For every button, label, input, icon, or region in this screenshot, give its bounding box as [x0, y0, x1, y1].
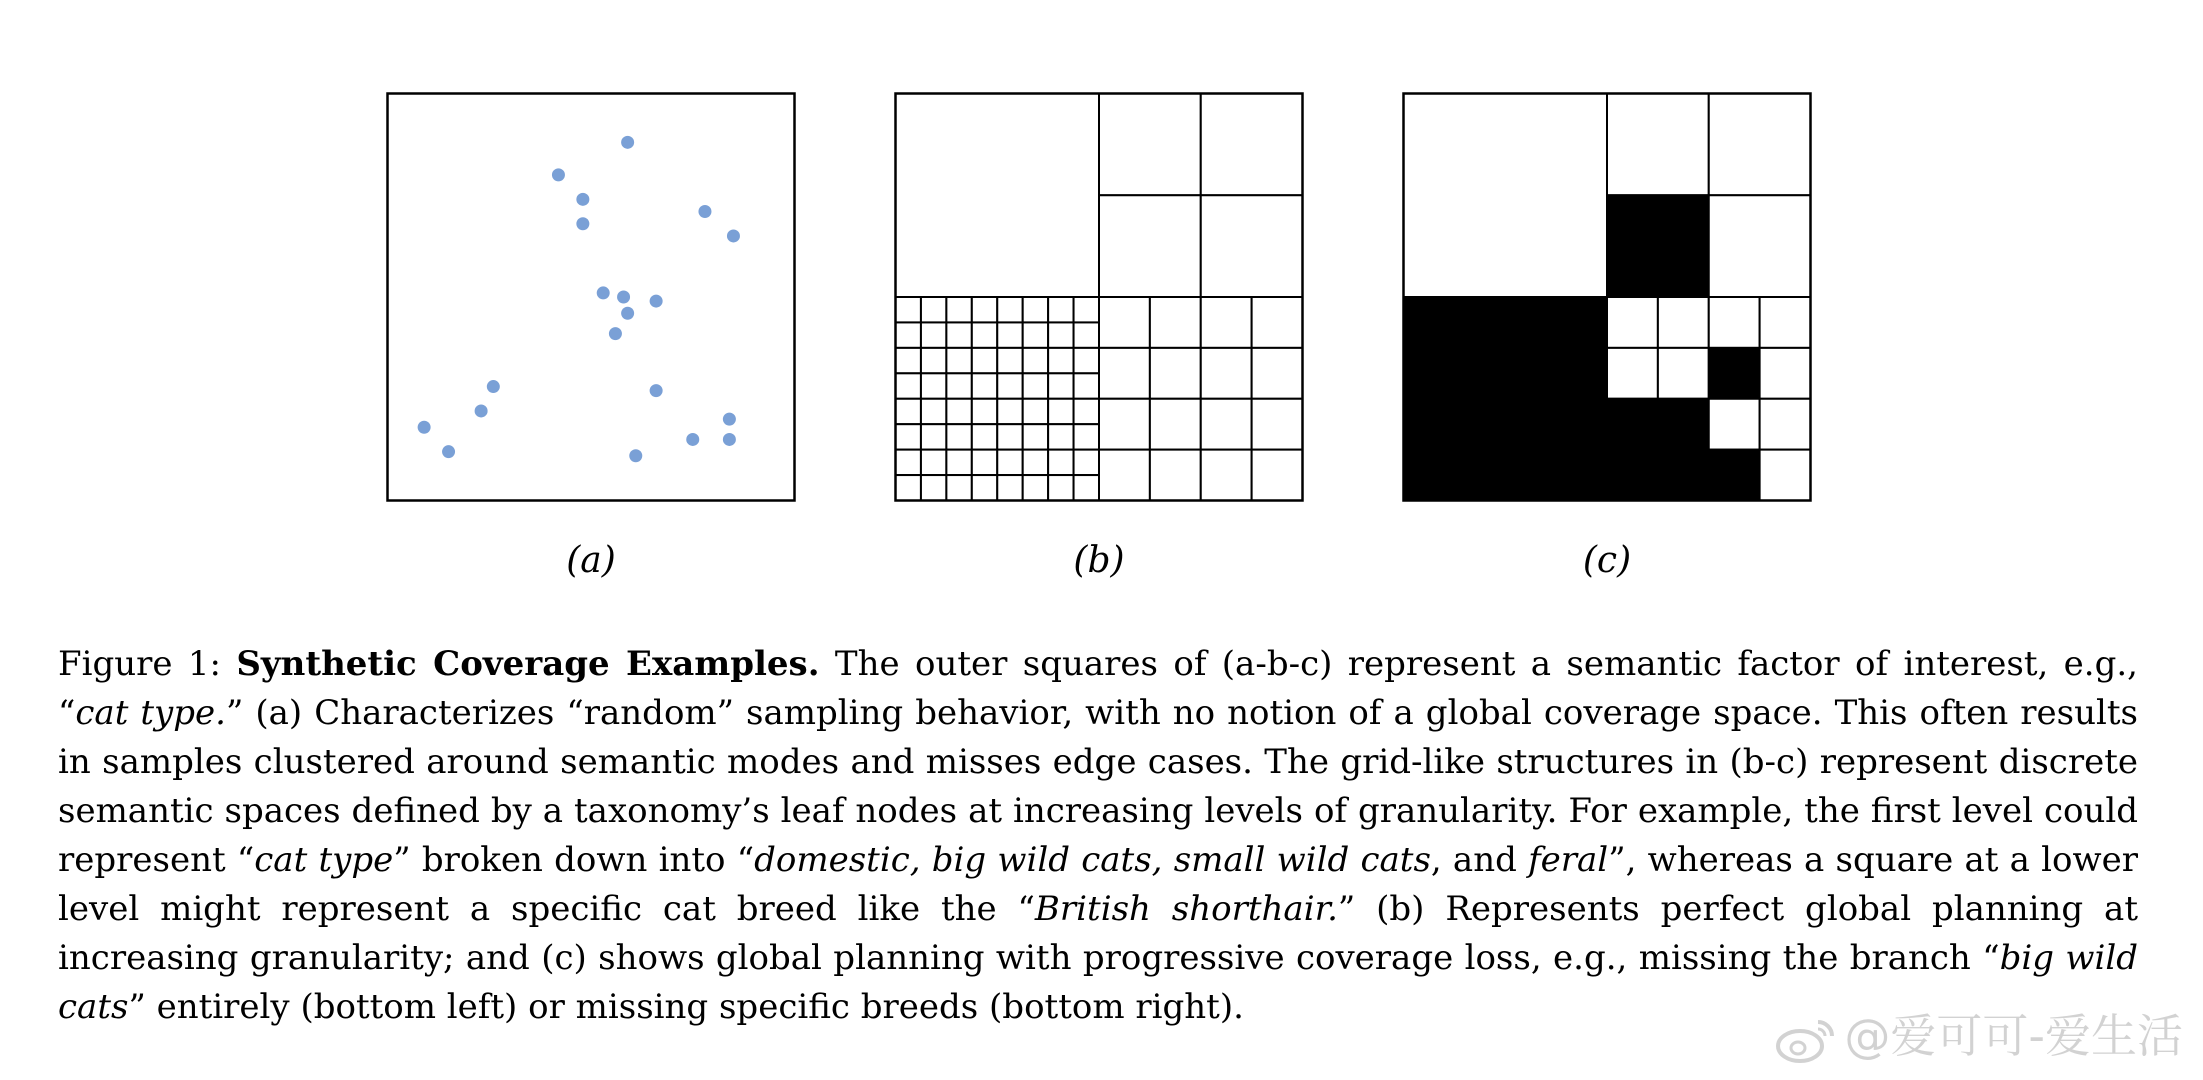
- subfigure-label-b: (b): [1073, 540, 1125, 581]
- level4-cell: [946, 450, 971, 475]
- level4-cell: [896, 373, 921, 398]
- level2-cell: [1201, 195, 1303, 297]
- caption-italic-term: British shorthair.: [1034, 889, 1338, 929]
- level3-cell: [1150, 348, 1201, 399]
- level4-cell: [896, 450, 921, 475]
- level3-cell: [1099, 297, 1150, 348]
- level4-cell: [972, 322, 997, 347]
- level4-cell: [972, 297, 997, 322]
- sample-point: [442, 445, 455, 458]
- level3-cell: [1607, 348, 1658, 399]
- sample-point: [723, 433, 736, 446]
- level2-cell: [1607, 94, 1709, 196]
- level4-cell: [997, 424, 1022, 449]
- subfigure-label-a: (a): [566, 540, 616, 581]
- level2-cell: [1709, 94, 1811, 196]
- level3-cell: [1099, 348, 1150, 399]
- level3-cell: [1607, 297, 1658, 348]
- caption-italic-term: cat type.: [75, 693, 226, 733]
- subfigure-label-c: (c): [1582, 540, 1632, 581]
- caption-text: ” (b) Represents perfect global planning at increasing granularity; and (c) shows global planning with progressive coverage loss, e.g., missing the branch “: [58, 889, 2138, 978]
- level4-cell: [972, 450, 997, 475]
- caption-italic-term: feral: [1528, 840, 1609, 880]
- caption-title: Synthetic Coverage Examples.: [236, 644, 820, 684]
- caption-text: ” (a) Characterizes “random” sampling behavior, with no notion of a global coverage space. This often results in samples clustered around semantic modes and misses edge cases. The grid-like structures in (b-c) represent discrete semantic spaces defined by a taxonomy’s leaf nodes at increasing levels of granularity. For example, the first level could represent “: [58, 693, 2138, 880]
- level4-cell: [997, 297, 1022, 322]
- sample-point: [629, 449, 642, 462]
- perfect-planning-grid: [894, 92, 1304, 502]
- level4-cell: [921, 373, 946, 398]
- sample-point: [723, 413, 736, 426]
- level3-cell: [1099, 450, 1150, 501]
- sample-point: [475, 404, 488, 417]
- level3-cell: [1150, 450, 1201, 501]
- level3-cell: [1658, 297, 1709, 348]
- panel-c-coverage-loss: [1402, 92, 1812, 502]
- sample-point: [597, 286, 610, 299]
- watermark: [1774, 1000, 2183, 1066]
- level4-cell: [921, 348, 946, 373]
- level3-cell: [1607, 450, 1658, 501]
- weibo-logo-icon: [1774, 1016, 1836, 1064]
- level4-cell: [1023, 424, 1048, 449]
- level3-cell: [1709, 297, 1760, 348]
- level4-cell: [921, 424, 946, 449]
- figure-caption: [58, 640, 2138, 1032]
- level4-cell: [1074, 399, 1099, 424]
- level4-cell: [921, 450, 946, 475]
- level4-cell: [1023, 373, 1048, 398]
- level3-cell: [1252, 399, 1303, 450]
- caption-italic-term: big wild cats: [58, 938, 2138, 1027]
- coverage-loss-grid: [1402, 92, 1812, 502]
- level4-cell: [972, 399, 997, 424]
- sample-point: [617, 291, 630, 304]
- level4-cell: [972, 424, 997, 449]
- level4-cell: [1023, 297, 1048, 322]
- level3-cell: [1760, 450, 1811, 501]
- level3-cell: [1658, 348, 1709, 399]
- level4-cell: [946, 297, 971, 322]
- level4-cell: [1048, 475, 1073, 500]
- level4-cell: [1074, 475, 1099, 500]
- level2-cell: [1099, 94, 1201, 196]
- level4-cell: [1074, 297, 1099, 322]
- caption-prefix: Figure 1:: [58, 644, 237, 684]
- sample-point: [487, 380, 500, 393]
- level3-cell: [1201, 348, 1252, 399]
- level4-cell: [997, 399, 1022, 424]
- level3-cell: [1658, 399, 1709, 450]
- level4-cell: [896, 348, 921, 373]
- level4-cell: [1048, 373, 1073, 398]
- sample-point: [418, 421, 431, 434]
- level4-cell: [946, 475, 971, 500]
- caption-text: ”, whereas a square at a lower level might represent a specific cat breed like the “: [58, 840, 2138, 929]
- level3-cell: [1201, 450, 1252, 501]
- level1-cell-top-left: [896, 94, 1100, 298]
- level4-cell: [1048, 424, 1073, 449]
- level3-cell: [1709, 348, 1760, 399]
- level4-cell: [946, 348, 971, 373]
- level4-cell: [946, 322, 971, 347]
- caption-text: ” broken down into “: [393, 840, 755, 880]
- level4-cell: [1048, 348, 1073, 373]
- level3-cell: [1099, 399, 1150, 450]
- level3-cell: [1709, 450, 1760, 501]
- level2-cell: [1099, 195, 1201, 297]
- caption-text: ” entirely (bottom left) or missing specific breeds (bottom right).: [128, 987, 1244, 1027]
- sample-point: [552, 168, 565, 181]
- level4-cell: [896, 297, 921, 322]
- level4-cell: [896, 475, 921, 500]
- level3-cell: [1760, 348, 1811, 399]
- level4-cell: [972, 373, 997, 398]
- sample-point: [686, 433, 699, 446]
- level4-cell: [921, 475, 946, 500]
- sample-point: [650, 384, 663, 397]
- level4-cell: [1048, 297, 1073, 322]
- watermark-text: @爱可可-爱生活: [1844, 1009, 2183, 1063]
- sample-point: [609, 327, 622, 340]
- level4-cell: [1048, 450, 1073, 475]
- level4-cell: [921, 297, 946, 322]
- level3-cell: [1252, 450, 1303, 501]
- level3-cell: [1709, 399, 1760, 450]
- level4-cell: [997, 450, 1022, 475]
- sample-point: [576, 217, 589, 230]
- level4-cell: [997, 475, 1022, 500]
- level4-cell: [896, 399, 921, 424]
- caption-italic-term: domestic, big wild cats, small wild cats: [754, 840, 1431, 880]
- caption-italic-term: cat type: [254, 840, 394, 880]
- sample-point: [621, 307, 634, 320]
- caption-text: , and: [1430, 840, 1529, 880]
- level4-cell: [1074, 322, 1099, 347]
- level3-cell: [1607, 399, 1658, 450]
- level4-cell: [1023, 348, 1048, 373]
- level4-cell: [896, 424, 921, 449]
- level3-cell: [1201, 297, 1252, 348]
- level4-cell: [1023, 450, 1048, 475]
- level4-cell: [997, 322, 1022, 347]
- sample-point: [650, 295, 663, 308]
- level4-cell: [972, 348, 997, 373]
- level4-cell: [1023, 399, 1048, 424]
- panel-a-random-sampling: [386, 92, 796, 502]
- level4-cell: [946, 373, 971, 398]
- level3-cell: [1150, 399, 1201, 450]
- level3-cell: [1658, 450, 1709, 501]
- level2-cell: [1201, 94, 1303, 196]
- level4-cell: [921, 322, 946, 347]
- level4-cell: [921, 399, 946, 424]
- sample-point: [621, 136, 634, 149]
- level3-cell: [1760, 399, 1811, 450]
- level3-cell: [1760, 297, 1811, 348]
- level4-cell: [1023, 475, 1048, 500]
- caption-text: The outer squares of (a-b-c) represent a semantic factor of interest, e.g., “: [58, 644, 2138, 733]
- level2-cell: [1709, 195, 1811, 297]
- sample-point: [727, 229, 740, 242]
- level4-cell: [1023, 322, 1048, 347]
- random-sampling-plot: [386, 92, 796, 502]
- level1-cell-top-left: [1404, 94, 1608, 298]
- panel-b-perfect-planning: [894, 92, 1304, 502]
- level4-cell: [1074, 373, 1099, 398]
- missing-branch-cell: [1404, 297, 1608, 501]
- level3-cell: [1150, 297, 1201, 348]
- level3-cell: [1252, 297, 1303, 348]
- level4-cell: [946, 399, 971, 424]
- level4-cell: [997, 348, 1022, 373]
- level3-cell: [1252, 348, 1303, 399]
- level4-cell: [946, 424, 971, 449]
- level3-cell: [1201, 399, 1252, 450]
- level4-cell: [896, 322, 921, 347]
- level4-cell: [1074, 450, 1099, 475]
- level4-cell: [997, 373, 1022, 398]
- level4-cell: [1048, 399, 1073, 424]
- level4-cell: [1048, 322, 1073, 347]
- sample-point: [576, 193, 589, 206]
- caption-body: [58, 644, 2138, 1027]
- level2-cell: [1607, 195, 1709, 297]
- level4-cell: [1074, 424, 1099, 449]
- sample-point: [698, 205, 711, 218]
- level4-cell: [1074, 348, 1099, 373]
- level4-cell: [972, 475, 997, 500]
